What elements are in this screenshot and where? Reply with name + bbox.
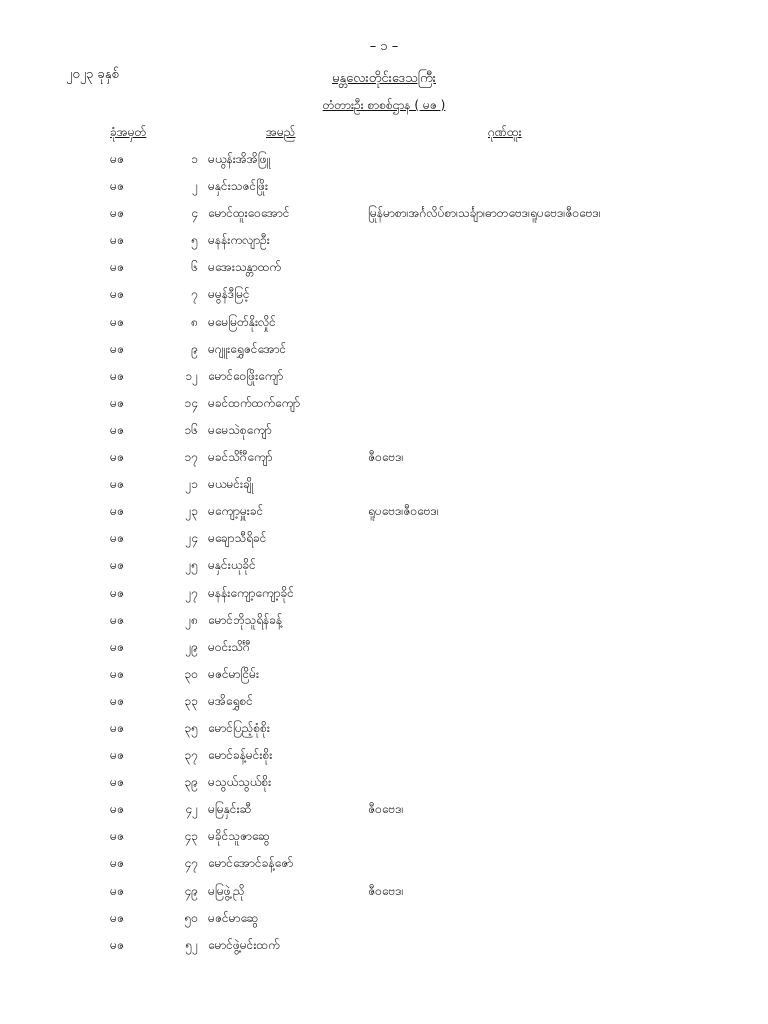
class-code: မဇ [110, 883, 124, 898]
student-name: မဝင်းသိင်္ဂီ [208, 639, 251, 654]
student-name: မခင်ထက်ထက်ကျော် [208, 395, 301, 410]
class-code: မဇ [110, 856, 124, 871]
list-item [0, 146, 768, 173]
student-name: မမြဖွဲ့ညို [208, 883, 245, 898]
student-name: မနန်းကလျာဦး [208, 233, 270, 248]
class-code: မဇ [110, 802, 124, 817]
exam-center-text: တံတားဦး စာစစ်ဌာန ( မဇ ) [322, 98, 446, 112]
list-item [0, 715, 768, 742]
class-code: မဇ [110, 531, 124, 546]
roll-number: ၇ [191, 287, 198, 302]
class-code: မဇ [110, 612, 124, 627]
list-item [0, 254, 768, 281]
page-title-text: မန္တလေးတိုင်းဒေသကြီး [332, 71, 436, 86]
roll-number: ၅ [191, 233, 198, 248]
student-name: မသွယ်သွယ်စိုး [208, 775, 272, 790]
header-name: အမည် [266, 125, 296, 139]
roll-number: ၁၇ [184, 450, 198, 465]
student-name: မယွန်းအိအိဖြူ [208, 152, 271, 166]
roll-number: ၂၉ [185, 639, 198, 654]
class-code: မဇ [110, 720, 124, 735]
list-item [0, 607, 768, 634]
student-name: မောင်ခန့်မင်းစိုး [208, 748, 273, 763]
student-name: မောင်ဘိုသူရိန်ခန့် [208, 612, 283, 627]
distinction-subjects: ဇီဝဗေဒ၊ [368, 450, 404, 465]
list-item [0, 661, 768, 688]
list-item [0, 309, 768, 336]
student-name: မောင်ဝေဖြိုးကျော် [208, 368, 284, 383]
roll-number: ၂ [192, 179, 198, 194]
list-item [0, 390, 768, 417]
class-code: မဇ [110, 233, 124, 248]
student-name: မောင်အောင်ခန့်ဇော် [208, 856, 294, 871]
list-item [0, 850, 768, 877]
roll-number: ၅၂ [185, 937, 198, 952]
roll-number: ၃၅ [184, 720, 198, 735]
student-name: မမွန်ဒီမြင့် [208, 287, 250, 302]
roll-number: ၂၄ [185, 531, 198, 546]
roll-number: ၄၉ [184, 883, 198, 898]
list-item [0, 417, 768, 444]
class-code: မဇ [110, 639, 124, 654]
class-code: မဇ [110, 937, 124, 952]
student-name: မမြနှင်းဆီ [208, 802, 252, 817]
student-name: မကျော့မှူးခင် [208, 504, 264, 519]
class-code: မဇ [110, 260, 124, 275]
roll-number: ၄၂ [185, 802, 198, 817]
distinction-subjects: ဇီဝဗေဒ၊ [368, 883, 404, 898]
class-code: မဇ [110, 422, 124, 437]
list-item [0, 281, 768, 308]
class-code: မဇ [110, 910, 124, 925]
roll-number: ၄၃ [184, 829, 198, 844]
student-name: မနှင်းသဇင်ဖြိုး [208, 179, 269, 194]
header-distinction: ဂုဏ်ထူး [488, 125, 522, 139]
results-list [0, 146, 768, 959]
page-number: – ၁ – [369, 39, 399, 54]
list-item [0, 471, 768, 498]
list-item [0, 769, 768, 796]
roll-number: ၁ [191, 152, 198, 166]
class-code: မဇ [110, 477, 124, 492]
class-code: မဇ [110, 152, 124, 166]
list-item [0, 796, 768, 823]
list-item [0, 498, 768, 525]
student-name: မခင်သိင်္ဂီကျော် [208, 450, 273, 465]
class-code: မဇ [110, 829, 124, 844]
roll-number: ၃၃ [184, 693, 198, 708]
roll-number: ၂၅ [185, 558, 198, 573]
list-item [0, 336, 768, 363]
distinction-subjects: မြန်မာစာ၊အင်္ဂလိပ်စာ၊သင်္ချာ၊ဓာတုဗေဒ၊ရူပဗေဒ၊ဇီဝဗေဒ၊ [368, 206, 601, 221]
class-code: မဇ [110, 504, 124, 519]
roll-number: ၁၂ [185, 368, 198, 383]
student-name: မနှင်းယုခိုင် [208, 558, 256, 573]
class-code: မဇ [110, 558, 124, 573]
list-item [0, 444, 768, 471]
student-name: မခိုင်သူဇာဆွေ [208, 829, 270, 844]
roll-number: ၂၈ [185, 612, 198, 627]
student-name: မအေးသန္တာထက် [208, 260, 282, 275]
header-roll-number: ခုံအမှတ် [110, 125, 147, 139]
list-item [0, 905, 768, 932]
student-name: မဇင်မာဆွေ [208, 910, 259, 925]
page-title [0, 70, 768, 89]
class-code: မဇ [110, 693, 124, 708]
roll-number: ၂၇ [185, 585, 198, 600]
student-name: မဂျူးရွှေဇင်အောင် [208, 341, 287, 356]
roll-number: ၂၃ [185, 504, 198, 519]
roll-number: ၁၆ [184, 422, 198, 437]
class-code: မဇ [110, 314, 124, 329]
list-item [0, 634, 768, 661]
student-name: မောင်ပြည့်စုံစိုး [208, 720, 270, 735]
student-name: မအိရွှေစင် [208, 693, 253, 708]
exam-center-title [0, 97, 768, 115]
list-item [0, 580, 768, 607]
class-code: မဇ [110, 395, 124, 410]
student-name: မမေမြတ်နိုးလှိုင် [208, 314, 276, 329]
class-code: မဇ [110, 287, 124, 302]
roll-number: ၉ [191, 341, 198, 356]
list-item [0, 688, 768, 715]
roll-number: ၁၄ [184, 395, 198, 410]
roll-number: ၈ [191, 314, 198, 329]
student-name: မမေသဲစုကျော် [208, 422, 272, 437]
list-item [0, 227, 768, 254]
class-code: မဇ [110, 666, 124, 681]
list-item [0, 878, 768, 905]
list-item [0, 552, 768, 579]
roll-number: ၄၇ [184, 856, 198, 871]
roll-number: ၃၀ [184, 666, 198, 681]
class-code: မဇ [110, 206, 124, 221]
roll-number: ၅၀ [184, 910, 198, 925]
class-code: မဇ [110, 450, 124, 465]
roll-number: ၃၉ [184, 775, 198, 790]
roll-number: ၃၇ [184, 748, 198, 763]
list-item [0, 932, 768, 959]
student-name: မောင်ဖွဲ့မင်းထက် [208, 937, 280, 952]
roll-number: ၄ [191, 206, 198, 221]
class-code: မဇ [110, 341, 124, 356]
class-code: မဇ [110, 179, 124, 194]
student-name: မချောသီရိခင် [208, 531, 267, 546]
list-item [0, 363, 768, 390]
student-name: မောင်ထူးဝေအောင် [208, 206, 290, 221]
distinction-subjects: ဇီဝဗေဒ၊ [368, 802, 404, 817]
roll-number: ၆ [191, 260, 198, 275]
roll-number: ၂၁ [185, 477, 198, 492]
student-name: မယမင်းချို [208, 477, 254, 492]
class-code: မဇ [110, 748, 124, 763]
distinction-subjects: ရူပဗေဒ၊ဇီဝဗေဒ၊ [368, 504, 439, 519]
list-item [0, 200, 768, 227]
list-item [0, 823, 768, 850]
student-name: မဇင်မာငြိမ်း [208, 666, 260, 681]
list-item [0, 173, 768, 200]
class-code: မဇ [110, 368, 124, 383]
class-code: မဇ [110, 585, 124, 600]
student-name: မနန်းကျော့ကျော့ခိုင် [208, 585, 294, 600]
year-label: ၂၀၂၃ ခုနှစ် [66, 67, 119, 82]
list-item [0, 742, 768, 769]
list-item [0, 525, 768, 552]
class-code: မဇ [110, 775, 124, 790]
